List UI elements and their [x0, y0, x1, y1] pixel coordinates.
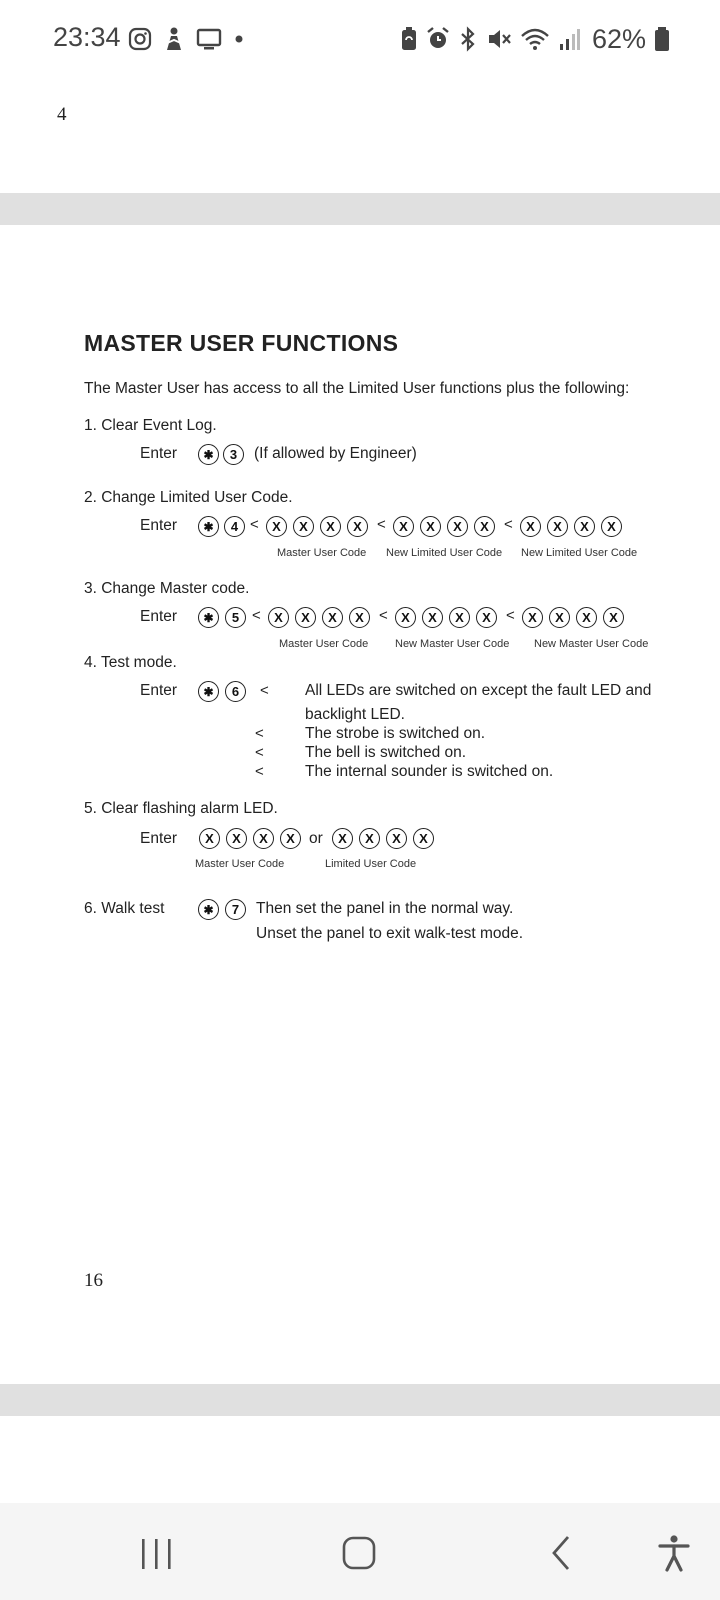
arrow-symbol: < — [506, 607, 515, 624]
arrow-symbol: < — [379, 607, 388, 624]
key-x-icon: X — [280, 828, 301, 849]
page-number-bottom: 16 — [84, 1270, 103, 1291]
test-mode-line: All LEDs are switched on except the fault LED and — [305, 682, 652, 699]
key-x-icon: X — [393, 516, 414, 537]
section-3-enter: Enter — [140, 608, 178, 625]
key-x-icon: X — [601, 516, 622, 537]
page-title: MASTER USER FUNCTIONS — [84, 330, 399, 356]
instagram-icon — [128, 27, 152, 51]
test-mode-line: The strobe is switched on. — [305, 725, 486, 742]
walk-test-line: Then set the panel in the normal way. — [256, 900, 514, 917]
key-x-icon: X — [226, 828, 247, 849]
recents-icon — [132, 1533, 180, 1573]
arrow-symbol: < — [255, 763, 264, 780]
key-6-icon: 6 — [225, 681, 246, 702]
accessibility-icon — [654, 1533, 694, 1573]
key-7-icon: 7 — [225, 899, 246, 920]
screen-cast-icon — [196, 27, 222, 51]
code-label: New Limited User Code — [386, 547, 503, 559]
dot-icon — [232, 27, 246, 51]
arrow-symbol: < — [377, 516, 386, 533]
section-1-enter: Enter — [140, 445, 178, 462]
key-x-icon: X — [332, 828, 353, 849]
key-x-icon: X — [320, 516, 341, 537]
key-x-icon: X — [347, 516, 368, 537]
key-x-icon: X — [395, 607, 416, 628]
key-x-icon: X — [476, 607, 497, 628]
key-x-icon: X — [474, 516, 495, 537]
status-left-icons — [128, 24, 246, 54]
key-x-icon: X — [295, 607, 316, 628]
status-right-icons — [400, 22, 670, 56]
walk-test-line: Unset the panel to exit walk-test mode. — [256, 925, 524, 942]
test-mode-line: backlight LED. — [305, 706, 405, 723]
signal-icon — [558, 26, 580, 52]
section-5-title: 5. Clear flashing alarm LED. — [84, 800, 278, 817]
section-4-title: 4. Test mode. — [84, 654, 177, 671]
key-x-icon: X — [422, 607, 443, 628]
battery-saver-icon — [400, 26, 418, 52]
code-label: New Master User Code — [534, 638, 649, 650]
star-key-icon: ✱ — [198, 899, 219, 920]
key-x-icon: X — [349, 607, 370, 628]
key-x-icon: X — [253, 828, 274, 849]
key-x-icon: X — [322, 607, 343, 628]
key-x-icon: X — [293, 516, 314, 537]
page-separator — [0, 193, 720, 225]
code-label: New Master User Code — [395, 638, 510, 650]
key-x-icon: X — [199, 828, 220, 849]
code-label: Master User Code — [195, 858, 285, 870]
page-separator — [0, 1384, 720, 1416]
page-number-top: 4 — [57, 104, 67, 125]
back-button[interactable] — [544, 1533, 576, 1573]
arrow-symbol: < — [252, 607, 261, 624]
test-mode-line: The bell is switched on. — [305, 744, 467, 761]
code-label: Limited User Code — [325, 858, 417, 870]
key-x-icon: X — [549, 607, 570, 628]
star-key-icon: ✱ — [198, 516, 219, 537]
section-2-enter: Enter — [140, 517, 178, 534]
section-3-title: 3. Change Master code. — [84, 580, 250, 597]
key-x-icon: X — [603, 607, 624, 628]
section-2-title: 2. Change Limited User Code. — [84, 489, 293, 506]
arrow-symbol: < — [255, 744, 264, 761]
key-3-icon: 3 — [223, 444, 244, 465]
home-button[interactable] — [337, 1533, 381, 1573]
battery-icon — [654, 26, 670, 52]
key-4-icon: 4 — [224, 516, 245, 537]
star-key-icon: ✱ — [198, 607, 219, 628]
section-4-enter: Enter — [140, 682, 178, 699]
alarm-icon — [426, 26, 450, 52]
recents-button[interactable] — [132, 1533, 180, 1573]
section-5-enter: Enter — [140, 830, 178, 847]
battery-percent: 62% — [591, 23, 646, 54]
key-x-icon: X — [359, 828, 380, 849]
arrow-symbol: < — [250, 516, 259, 533]
key-x-icon: X — [449, 607, 470, 628]
key-x-icon: X — [547, 516, 568, 537]
wifi-icon — [520, 26, 550, 52]
star-key-icon: ✱ — [198, 681, 219, 702]
key-x-icon: X — [574, 516, 595, 537]
key-x-icon: X — [268, 607, 289, 628]
intro-text: The Master User has access to all the Limited User functions plus the following: — [84, 380, 630, 397]
bluetooth-icon — [458, 26, 478, 52]
code-label: Master User Code — [277, 547, 367, 559]
key-x-icon: X — [266, 516, 287, 537]
key-x-icon: X — [420, 516, 441, 537]
arrow-symbol: < — [255, 725, 264, 742]
star-key-icon: ✱ — [198, 444, 219, 465]
arrow-symbol: < — [260, 682, 269, 699]
accessibility-button[interactable] — [654, 1533, 694, 1573]
section-6-title: 6. Walk test — [84, 900, 165, 917]
or-text: or — [309, 830, 323, 847]
key-x-icon: X — [386, 828, 407, 849]
key-x-icon: X — [522, 607, 543, 628]
test-mode-line: The internal sounder is switched on. — [305, 763, 554, 780]
section-1-title: 1. Clear Event Log. — [84, 417, 217, 434]
cube-person-icon — [162, 26, 186, 52]
arrow-symbol: < — [504, 516, 513, 533]
navigation-bar — [0, 1503, 720, 1600]
key-x-icon: X — [576, 607, 597, 628]
back-icon — [544, 1533, 576, 1573]
status-time: 23:34 — [53, 22, 121, 52]
section-1-note: (If allowed by Engineer) — [254, 445, 417, 462]
key-x-icon: X — [447, 516, 468, 537]
key-5-icon: 5 — [225, 607, 246, 628]
mute-icon — [486, 26, 512, 52]
key-x-icon: X — [520, 516, 541, 537]
code-label: New Limited User Code — [521, 547, 638, 559]
code-label: Master User Code — [279, 638, 369, 650]
key-x-icon: X — [413, 828, 434, 849]
home-icon — [337, 1533, 381, 1573]
